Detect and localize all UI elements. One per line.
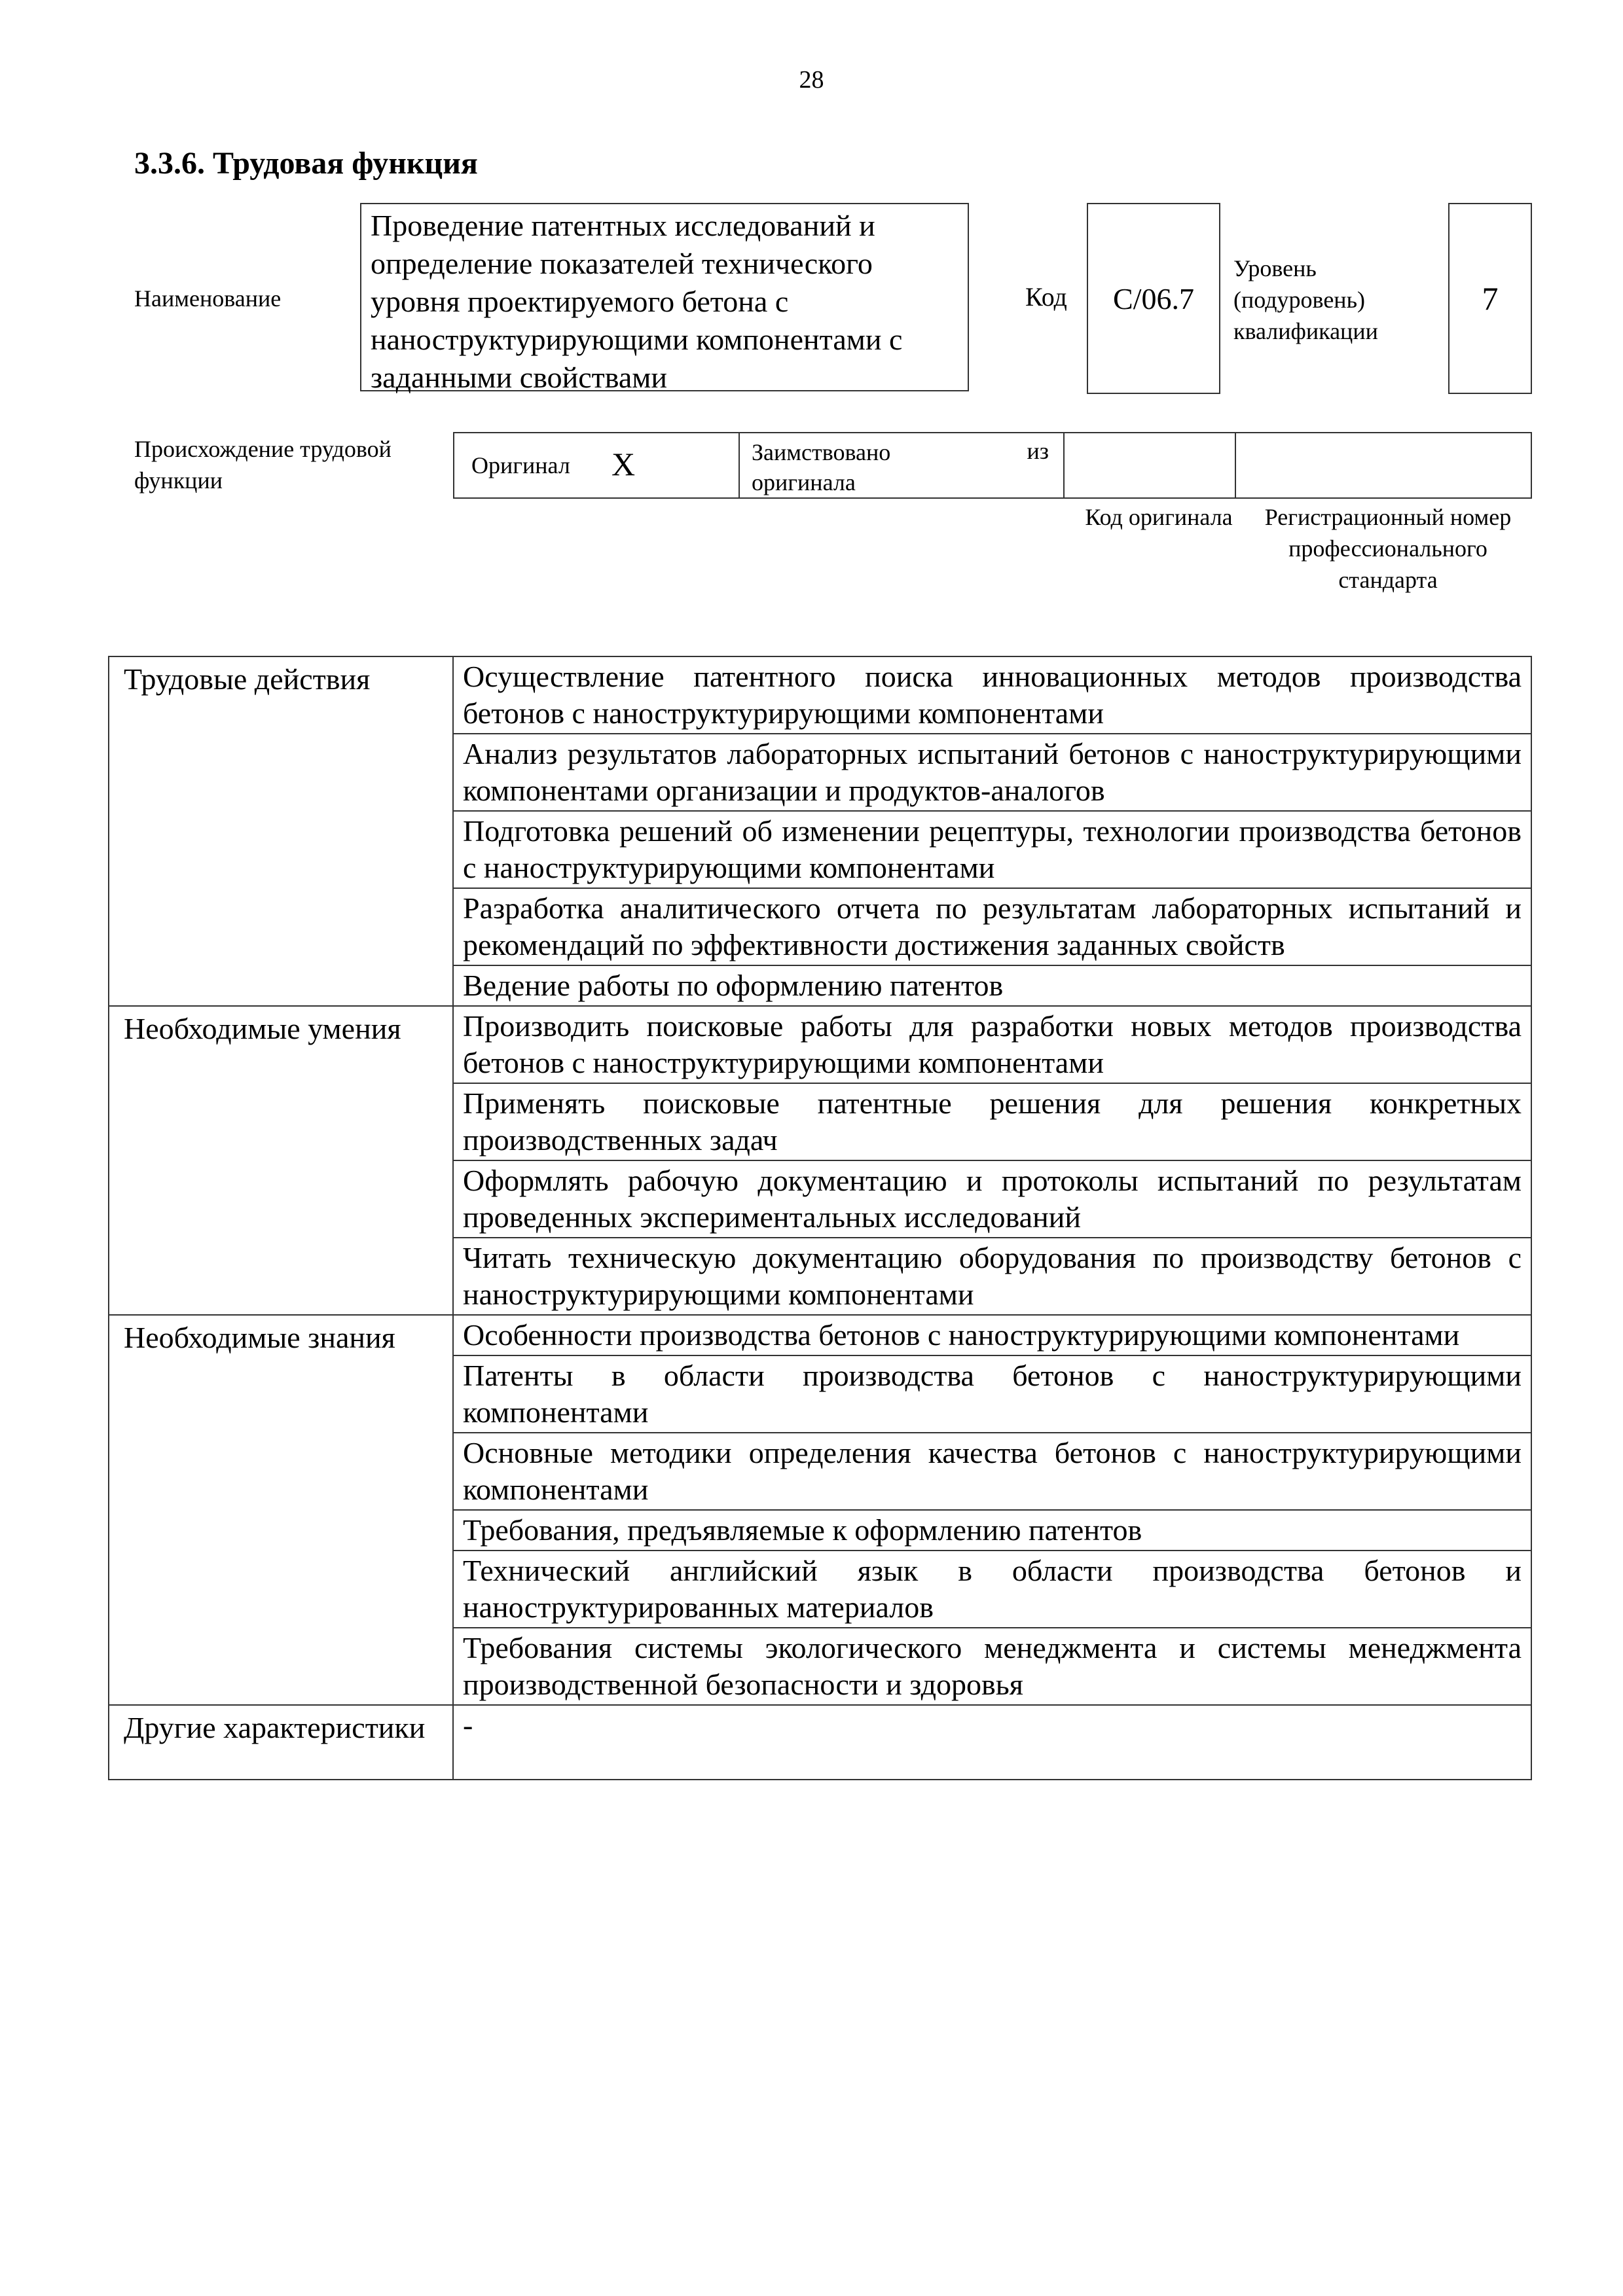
table-row: [109, 1315, 1531, 1355]
function-name-box: Проведение патентных исследований и определение показателей технического уровня проектируемого бетона с наноструктурирующими компонентами с заданными свойствами: [360, 203, 969, 391]
section-item: Разработка аналитического отчета по результатам лабораторных испытаний и рекомендаций по эффективности достижения заданных свойств: [453, 888, 1531, 965]
qualification-level-label: Уровень (подуровень) квалификации: [1233, 255, 1378, 344]
section-item: Осуществление патентного поиска инновационных методов производства бетонов с наноструктурирующими компонентами: [453, 656, 1531, 734]
section-item: Анализ результатов лабораторных испытаний бетонов с наноструктурирующими компонентами организации и продуктов-аналогов: [453, 734, 1531, 811]
section-title: Другие характеристики: [109, 1705, 453, 1780]
origin-reg-number-cell: [1236, 433, 1531, 497]
section-item: Особенности производства бетонов с наноструктурирующими компонентами: [453, 1315, 1531, 1355]
page-number: 28: [799, 66, 824, 94]
code-box: C/06.7: [1087, 203, 1220, 394]
origin-row: [453, 432, 1532, 499]
original-mark: X: [611, 446, 636, 482]
section-item: Требования системы экологического менеджмента и системы менеджмента производственной безопасности и здоровья: [453, 1628, 1531, 1705]
code-label: Код: [1025, 282, 1067, 312]
section-item: Применять поисковые патентные решения для решения конкретных производственных задач: [453, 1083, 1531, 1160]
section-item: -: [453, 1705, 1531, 1780]
section-item: Подготовка решений об изменении рецептуры, технологии производства бетонов с наноструктурирующими компонентами: [453, 811, 1531, 888]
origin-borrowed-cell: [740, 433, 1065, 497]
origin-label: Происхождение трудовой функции: [134, 436, 392, 493]
section-item: Патенты в области производства бетонов с наноструктурирующими компонентами: [453, 1355, 1531, 1433]
section-item: Оформлять рабочую документацию и протоколы испытаний по результатам проведенных экспериментальных исследований: [453, 1160, 1531, 1238]
table-row: [109, 1006, 1531, 1083]
section-item: Технический английский язык в области производства бетонов и наноструктурированных материалов: [453, 1551, 1531, 1628]
section-title: Необходимые умения: [109, 1006, 453, 1315]
function-details-table: [108, 656, 1532, 1780]
origin-reg-caption: Регистрационный номер профессионального стандарта: [1264, 504, 1512, 593]
origin-code-caption: Код оригинала: [1085, 504, 1233, 530]
section-title: Трудовые действия: [109, 656, 453, 1006]
section-item: Читать техническую документацию оборудования по производству бетонов с наноструктурирующими компонентами: [453, 1238, 1531, 1315]
origin-original-cell: [454, 433, 740, 497]
table-row: [109, 656, 1531, 734]
section-item: Ведение работы по оформлению патентов: [453, 965, 1531, 1006]
original-label: Оригинал: [471, 452, 570, 478]
section-title: Необходимые знания: [109, 1315, 453, 1705]
table-row: [109, 1705, 1531, 1780]
section-heading: 3.3.6. Трудовая функция: [134, 146, 478, 181]
qualification-level-box: 7: [1448, 203, 1532, 394]
borrowed-from-label: из: [1027, 438, 1049, 464]
borrowed-label: Заимствовано оригинала: [752, 439, 891, 495]
section-item: Требования, предъявляемые к оформлению патентов: [453, 1510, 1531, 1551]
section-item: Производить поисковые работы для разработки новых методов производства бетонов с наноструктурирующими компонентами: [453, 1006, 1531, 1083]
origin-code-cell: [1065, 433, 1236, 497]
section-item: Основные методики определения качества бетонов с наноструктурирующими компонентами: [453, 1433, 1531, 1510]
name-label: Наименование: [134, 285, 282, 312]
